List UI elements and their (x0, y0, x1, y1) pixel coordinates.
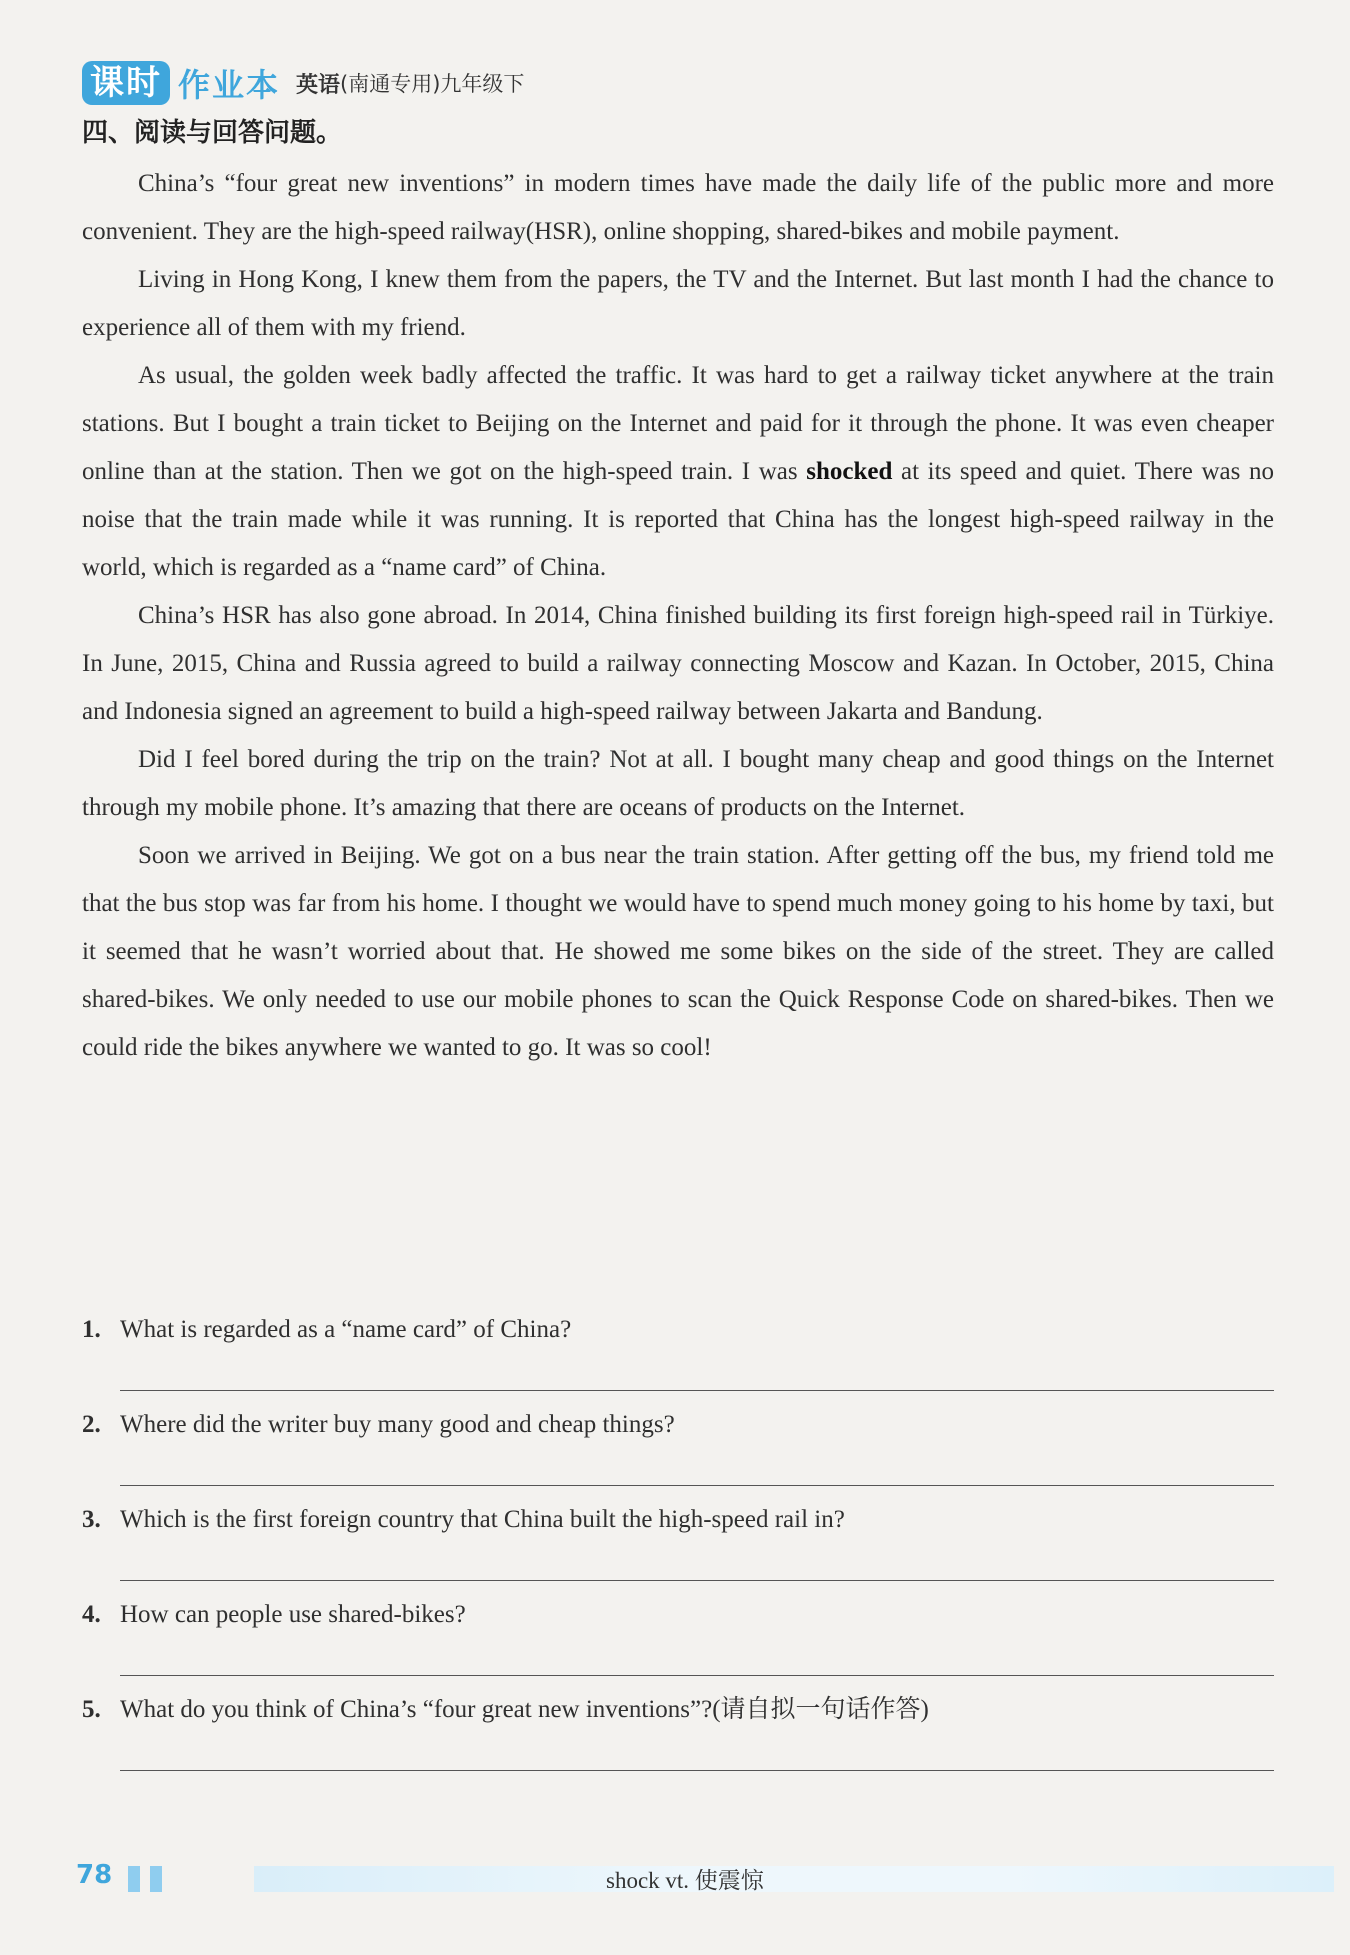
page-number: 78 (76, 1860, 113, 1890)
p3-text-before: As usual, the golden week badly affected the traffic. It was hard to get a railway ticket anywhere at the train stations. But I bought a train ticket to Beijing on the Internet and paid for it through the phone. It was even cheaper online than at the station. Then we got on the high-speed train. I was (82, 362, 1274, 485)
answer-line[interactable] (120, 1485, 1274, 1486)
question-text: What is regarded as a “name card” of China? (120, 1316, 572, 1343)
question-number: 5. (82, 1696, 101, 1723)
passage-paragraph-3 (82, 352, 1274, 592)
question-text: How can people use shared-bikes? (120, 1601, 466, 1628)
passage-paragraph-4: China’s HSR has also gone abroad. In 2014, China finished building its first foreign high-speed rail in Türkiye. In June, 2015, China and Russia agreed to build a railway connecting Moscow and Kazan. In October, 2015, China and Indonesia signed an agreement to build a high-speed railway between Jakarta and Bandung. (82, 602, 1274, 725)
question-item (82, 1306, 1274, 1401)
passage-paragraph-5: Did I feel bored during the trip on the train? Not at all. I bought many cheap and good things on the Internet through my mobile phone. It’s amazing that there are oceans of products on the Internet. (82, 746, 1274, 821)
question-number: 1. (82, 1316, 101, 1343)
question-item (82, 1686, 1274, 1781)
question-item (82, 1401, 1274, 1496)
page-footer (76, 1858, 1276, 1898)
question-number: 3. (82, 1506, 101, 1533)
passage-paragraph-1: China’s “four great new inventions” in modern times have made the daily life of the public more and more convenient. They are the high-speed railway(HSR), online shopping, shared-bikes and mobile payment. (82, 170, 1274, 245)
question-text: Where did the writer buy many good and cheap things? (120, 1411, 675, 1438)
reading-passage (82, 160, 1274, 1072)
question-item (82, 1496, 1274, 1591)
footer-decor-bar (150, 1866, 162, 1892)
logo-badge: 课时 (82, 61, 170, 105)
passage-paragraph-6: Soon we arrived in Beijing. We got on a bus near the train station. After getting off the bus, my friend told me that the bus stop was far from his home. I thought we would have to spend much money going to his home by taxi, but it seemed that he wasn’t worried about that. He showed me some bikes on the side of the street. They are called shared-bikes. We only needed to use our mobile phones to scan the Quick Response Code on shared-bikes. Then we could ride the bikes anywhere we wanted to go. It was so cool! (82, 842, 1274, 1061)
answer-line[interactable] (120, 1675, 1274, 1676)
p3-text-after: at its speed and quiet. There was no noise that the train made while it was running. It is reported that China has the longest high-speed railway in the world, which is regarded as a “name card” of China. (82, 458, 1274, 581)
footer-strip (254, 1866, 1334, 1892)
question-number: 4. (82, 1601, 101, 1628)
page-header (82, 58, 524, 108)
footer-decor-bar (128, 1866, 140, 1892)
section-title: 四、阅读与回答问题。 (82, 118, 343, 148)
question-number: 2. (82, 1411, 101, 1438)
vocab-footnote: shock vt. 使震惊 (606, 1868, 764, 1893)
subject-note: (南通专用)九年级下 (340, 72, 525, 96)
answer-line[interactable] (120, 1580, 1274, 1581)
question-text: What do you think of China’s “four great new inventions”?(请自拟一句话作答) (120, 1696, 929, 1723)
passage-paragraph-2: Living in Hong Kong, I knew them from the papers, the TV and the Internet. But last month I had the chance to experience all of them with my friend. (82, 266, 1274, 341)
answer-line[interactable] (120, 1770, 1274, 1771)
question-text: Which is the first foreign country that China built the high-speed rail in? (120, 1506, 845, 1533)
question-list (82, 1306, 1274, 1781)
answer-line[interactable] (120, 1390, 1274, 1391)
vocab-bold-word: shocked (806, 458, 893, 485)
subject-label: 英语 (296, 72, 341, 98)
logo-title: 作业本 (178, 66, 281, 104)
question-item (82, 1591, 1274, 1686)
